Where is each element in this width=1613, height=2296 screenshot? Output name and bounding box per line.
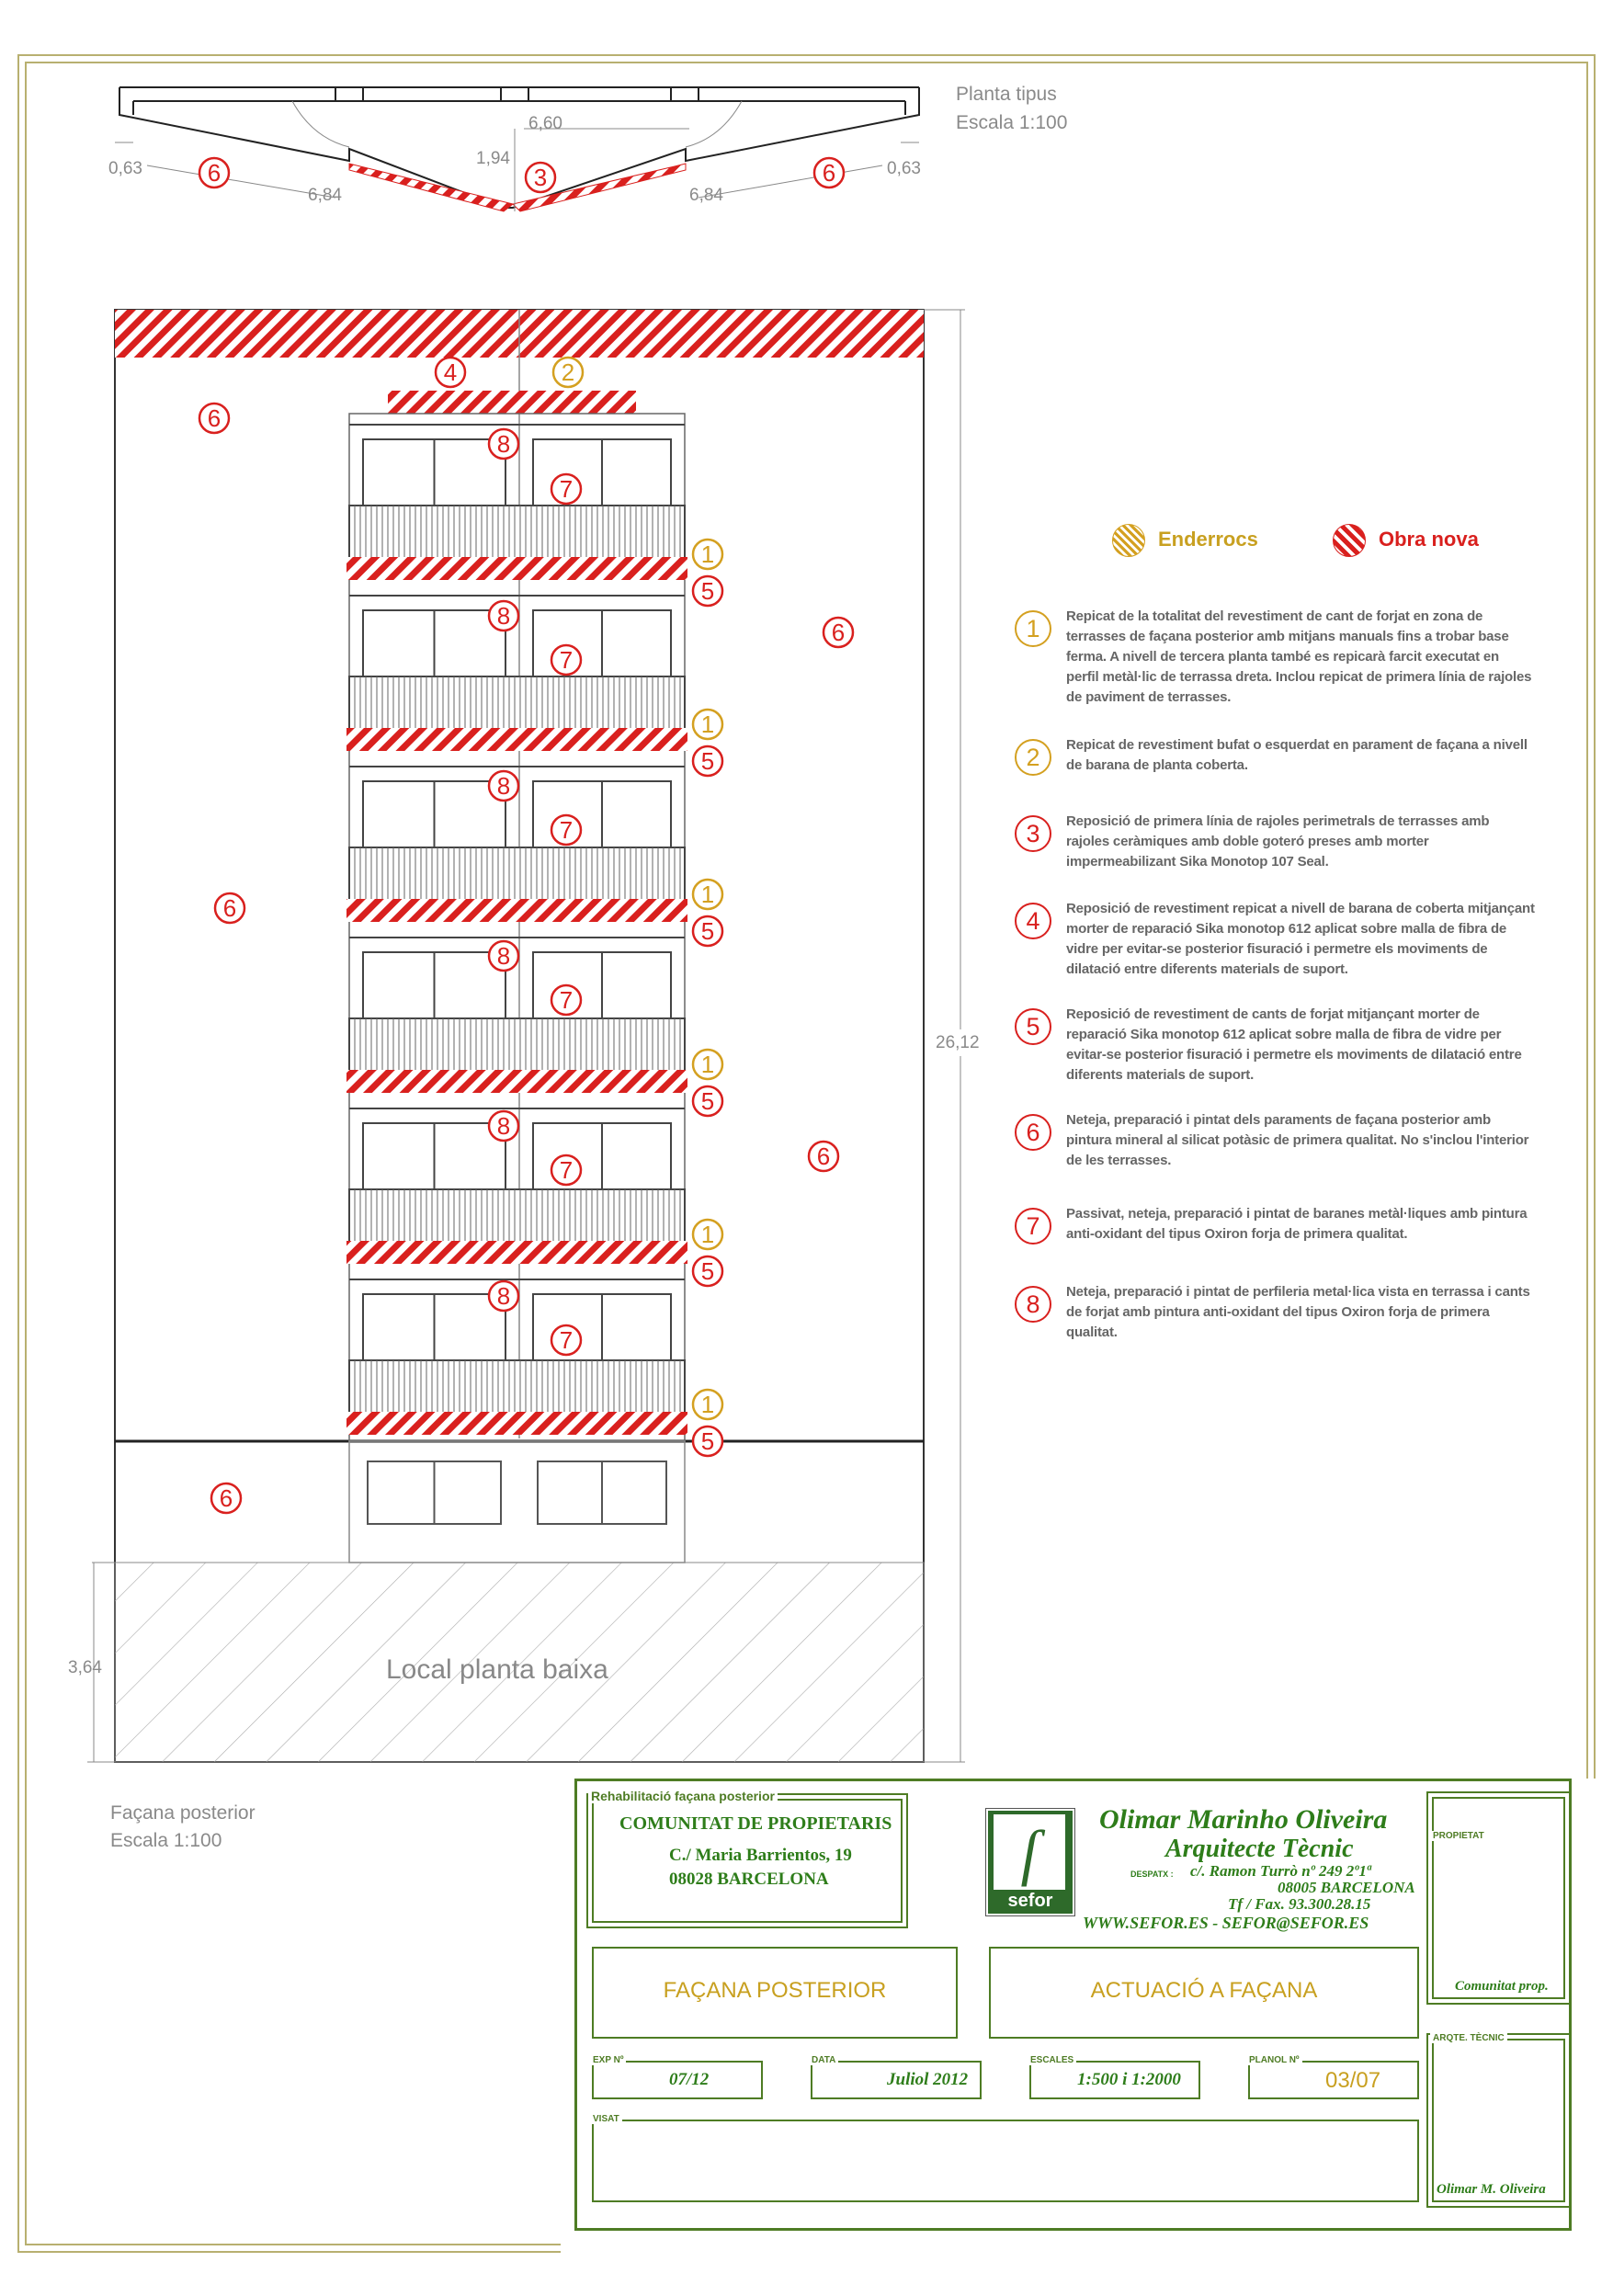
svg-text:5: 5 bbox=[700, 917, 715, 945]
base-dim-label: 3,64 bbox=[68, 1658, 102, 1677]
callout-marker bbox=[551, 474, 581, 504]
callout-marker bbox=[693, 1390, 722, 1419]
callout-marker bbox=[489, 601, 518, 631]
legend-text: Neteja, preparació i pintat dels paraments de façana posterior amb pintura mineral al silicat potàsic de primera qualitat. No s'inclou l'interior de les terrasses. bbox=[1066, 1112, 1529, 1168]
legend-text: Passivat, neteja, preparació i pintat de baranes metàl·liques amb pintura anti-oxidant del tipus Oxiron forja de primera qualitat. bbox=[1066, 1206, 1528, 1242]
svg-text:6: 6 bbox=[207, 404, 222, 432]
architect-role: Arquitecte Tècnic bbox=[1165, 1835, 1354, 1863]
legend-text: Repicat de la totalitat del revestiment de cant de forjat en zona de terrasses de façana posterior amb mitjans manuals fins a trobar base ferma. A nivell de tercera planta també es repicarà farcit executat en perfil metàl·lic de terrassa dreta. Inclou repicat de primera línia de rajoles de paviment de terrasses. bbox=[1066, 608, 1532, 705]
callout-marker bbox=[489, 1281, 518, 1311]
svg-text:1: 1 bbox=[700, 710, 715, 738]
client-address-1: C./ Maria Barrientos, 19 bbox=[669, 1846, 852, 1865]
dim-label: 6,84 bbox=[308, 186, 342, 205]
legend-number: 8 bbox=[1015, 1286, 1051, 1323]
svg-text:1: 1 bbox=[700, 540, 715, 568]
svg-text:6: 6 bbox=[816, 1142, 831, 1170]
callout-marker bbox=[693, 1086, 722, 1116]
svg-text:7: 7 bbox=[559, 475, 574, 503]
svg-text:5: 5 bbox=[700, 577, 715, 605]
office-phone: Tf / Fax. 93.300.28.15 bbox=[1228, 1895, 1371, 1913]
exp-value: 07/12 bbox=[669, 2070, 710, 2089]
logo-text: sefor bbox=[1007, 1891, 1053, 1911]
svg-text:5: 5 bbox=[700, 1257, 715, 1285]
callout-marker bbox=[551, 1155, 581, 1185]
callout-marker bbox=[814, 158, 844, 188]
callout-marker bbox=[211, 1483, 241, 1513]
demolition-swatch-icon bbox=[1112, 524, 1145, 557]
callout-marker bbox=[809, 1142, 838, 1171]
callout-marker bbox=[693, 576, 722, 606]
plan-number-value: 03/07 bbox=[1325, 2068, 1381, 2093]
dim-label: 0,63 bbox=[108, 159, 142, 178]
project-caption: Rehabilitació façana posterior bbox=[588, 1789, 778, 1803]
svg-text:4: 4 bbox=[443, 358, 458, 386]
callout-marker bbox=[489, 771, 518, 801]
owner-box bbox=[1432, 1797, 1565, 1999]
office-address: c/. Ramon Turrò nº 249 2º1ª bbox=[1190, 1862, 1371, 1880]
date-label: DATA bbox=[809, 2055, 838, 2065]
callout-marker bbox=[551, 645, 581, 675]
svg-text:1: 1 bbox=[700, 1391, 715, 1418]
svg-text:8: 8 bbox=[496, 430, 511, 458]
office-label: DESPATX : bbox=[1130, 1870, 1174, 1879]
callout-marker bbox=[693, 1220, 722, 1249]
exp-label: EXP Nº bbox=[590, 2055, 626, 2065]
svg-text:6: 6 bbox=[822, 159, 836, 187]
svg-text:7: 7 bbox=[559, 1156, 574, 1184]
legend-number: 2 bbox=[1015, 739, 1051, 776]
svg-text:2: 2 bbox=[561, 358, 575, 386]
architect-name: Olimar Marinho Oliveira bbox=[1099, 1804, 1388, 1835]
legend-number: 7 bbox=[1015, 1208, 1051, 1245]
new-work-swatch-icon bbox=[1333, 524, 1366, 557]
svg-text:1: 1 bbox=[700, 1221, 715, 1248]
callout-marker bbox=[553, 358, 583, 387]
elevation-scale: Escala 1:100 bbox=[110, 1830, 222, 1851]
callout-marker bbox=[215, 893, 244, 923]
callout-marker bbox=[693, 916, 722, 946]
elevation-title: Façana posterior bbox=[110, 1802, 256, 1824]
callout-marker bbox=[436, 358, 465, 387]
callout-marker bbox=[693, 1426, 722, 1456]
svg-text:8: 8 bbox=[496, 602, 511, 630]
legend-text: Repicat de revestiment bufat o esquerdat en parament de façana a nivell de barana de planta coberta. bbox=[1066, 737, 1528, 773]
svg-text:7: 7 bbox=[559, 1326, 574, 1354]
architect-label: ARQTE. TÈCNIC bbox=[1430, 2033, 1507, 2043]
callout-marker bbox=[824, 618, 853, 647]
ground-floor-label: Local planta baixa bbox=[386, 1654, 608, 1685]
plan-view bbox=[115, 87, 919, 211]
legend-number: 1 bbox=[1015, 610, 1051, 647]
callout-marker bbox=[551, 815, 581, 845]
legend-text: Neteja, preparació i pintat de perfileria metal·lica vista en terrassa i cants de forjat amb pintura anti-oxidant del tipus Oxiron forja de primera qualitat. bbox=[1066, 1284, 1530, 1340]
callout-marker bbox=[693, 746, 722, 776]
architect-box bbox=[1432, 2039, 1565, 2202]
scales-label: ESCALES bbox=[1028, 2055, 1076, 2065]
dim-label: 6,60 bbox=[528, 114, 562, 133]
legend-number: 4 bbox=[1015, 903, 1051, 939]
callout-marker bbox=[693, 540, 722, 569]
dim-label: 1,94 bbox=[476, 149, 510, 168]
callout-marker bbox=[551, 1325, 581, 1355]
svg-text:3: 3 bbox=[533, 164, 548, 191]
legend-number: 5 bbox=[1015, 1008, 1051, 1045]
svg-text:7: 7 bbox=[559, 646, 574, 674]
svg-text:1: 1 bbox=[700, 1051, 715, 1078]
svg-text:7: 7 bbox=[559, 816, 574, 844]
plan-title: Planta tipus bbox=[956, 84, 1057, 105]
svg-text:5: 5 bbox=[700, 1427, 715, 1455]
drawing-subject: ACTUACIÓ A FAÇANA bbox=[1090, 1978, 1318, 2003]
drawing-title: FAÇANA POSTERIOR bbox=[663, 1978, 887, 2003]
elevation bbox=[87, 310, 965, 1762]
dim-label: 0,63 bbox=[887, 159, 921, 178]
logo-glyph-icon: ſ bbox=[994, 1814, 1065, 1890]
key-demolition: Enderrocs bbox=[1112, 524, 1258, 557]
svg-text:5: 5 bbox=[700, 747, 715, 775]
legend-text: Reposició de primera línia de rajoles perimetrals de terrasses amb rajoles ceràmiques amb doble goteró preses amb morter impermeabilizant Sika Monotop 107 Seal. bbox=[1066, 813, 1490, 870]
callout-marker bbox=[199, 404, 229, 433]
callout-marker bbox=[489, 1111, 518, 1141]
callout-marker bbox=[693, 1050, 722, 1079]
svg-text:1: 1 bbox=[700, 881, 715, 908]
floor-stack bbox=[346, 414, 687, 1563]
svg-text:5: 5 bbox=[700, 1087, 715, 1115]
callout-marker bbox=[199, 158, 229, 188]
legend-number: 6 bbox=[1015, 1114, 1051, 1151]
legend-text: Reposició de revestiment de cants de forjat mitjançant morter de reparació Sika monotop 612 aplicat sobre malla de fibra de vidre per evitar-se posterior fisuració i permetre els moviments de dilatació entre diferents materials de suport. bbox=[1066, 1006, 1522, 1083]
svg-text:8: 8 bbox=[496, 1282, 511, 1310]
date-value: Juliol 2012 bbox=[887, 2070, 969, 2089]
callout-marker bbox=[693, 880, 722, 909]
callout-marker bbox=[551, 985, 581, 1015]
office-web: WWW.SEFOR.ES - SEFOR@SEFOR.ES bbox=[1083, 1914, 1369, 1932]
owner-signature: Comunitat prop. bbox=[1455, 1979, 1549, 1994]
svg-text:8: 8 bbox=[496, 772, 511, 800]
client-address-2: 08028 BARCELONA bbox=[669, 1870, 829, 1889]
callout-marker bbox=[489, 941, 518, 971]
architect-signature: Olimar M. Oliveira bbox=[1437, 2182, 1546, 2197]
visa-box bbox=[592, 2120, 1419, 2202]
svg-text:6: 6 bbox=[207, 159, 222, 187]
svg-text:8: 8 bbox=[496, 942, 511, 970]
plan-number-label: PLANOL Nº bbox=[1246, 2055, 1302, 2065]
dim-label: 6,84 bbox=[689, 186, 723, 205]
scales-value: 1:500 i 1:2000 bbox=[1077, 2070, 1181, 2089]
svg-text:6: 6 bbox=[222, 894, 237, 922]
owner-label: PROPIETAT bbox=[1430, 1831, 1487, 1841]
svg-text:7: 7 bbox=[559, 986, 574, 1014]
callout-marker bbox=[693, 710, 722, 739]
callout-marker bbox=[526, 163, 555, 192]
plan-scale: Escala 1:100 bbox=[956, 112, 1068, 133]
svg-text:6: 6 bbox=[219, 1484, 233, 1512]
sefor-logo bbox=[986, 1809, 1074, 1915]
callout-marker bbox=[489, 429, 518, 459]
height-dim-label: 26,12 bbox=[936, 1029, 980, 1056]
legend-text: Reposició de revestiment repicat a nivell de barana de coberta mitjançant morter de reparació Sika monotop 612 aplicat sobre malla de fibra de vidre per evitar-se posterior fisuració i permetre els moviments de dilatació entre diferents materials de suport. bbox=[1066, 901, 1535, 977]
svg-text:6: 6 bbox=[831, 619, 846, 646]
callout-marker bbox=[693, 1256, 722, 1286]
visa-label: VISAT bbox=[590, 2114, 622, 2124]
legend-number: 3 bbox=[1015, 815, 1051, 852]
svg-text:8: 8 bbox=[496, 1112, 511, 1140]
office-city: 08005 BARCELONA bbox=[1278, 1879, 1415, 1896]
key-new-work: Obra nova bbox=[1333, 524, 1479, 557]
client-name: COMUNITAT DE PROPIETARIS bbox=[619, 1813, 892, 1834]
